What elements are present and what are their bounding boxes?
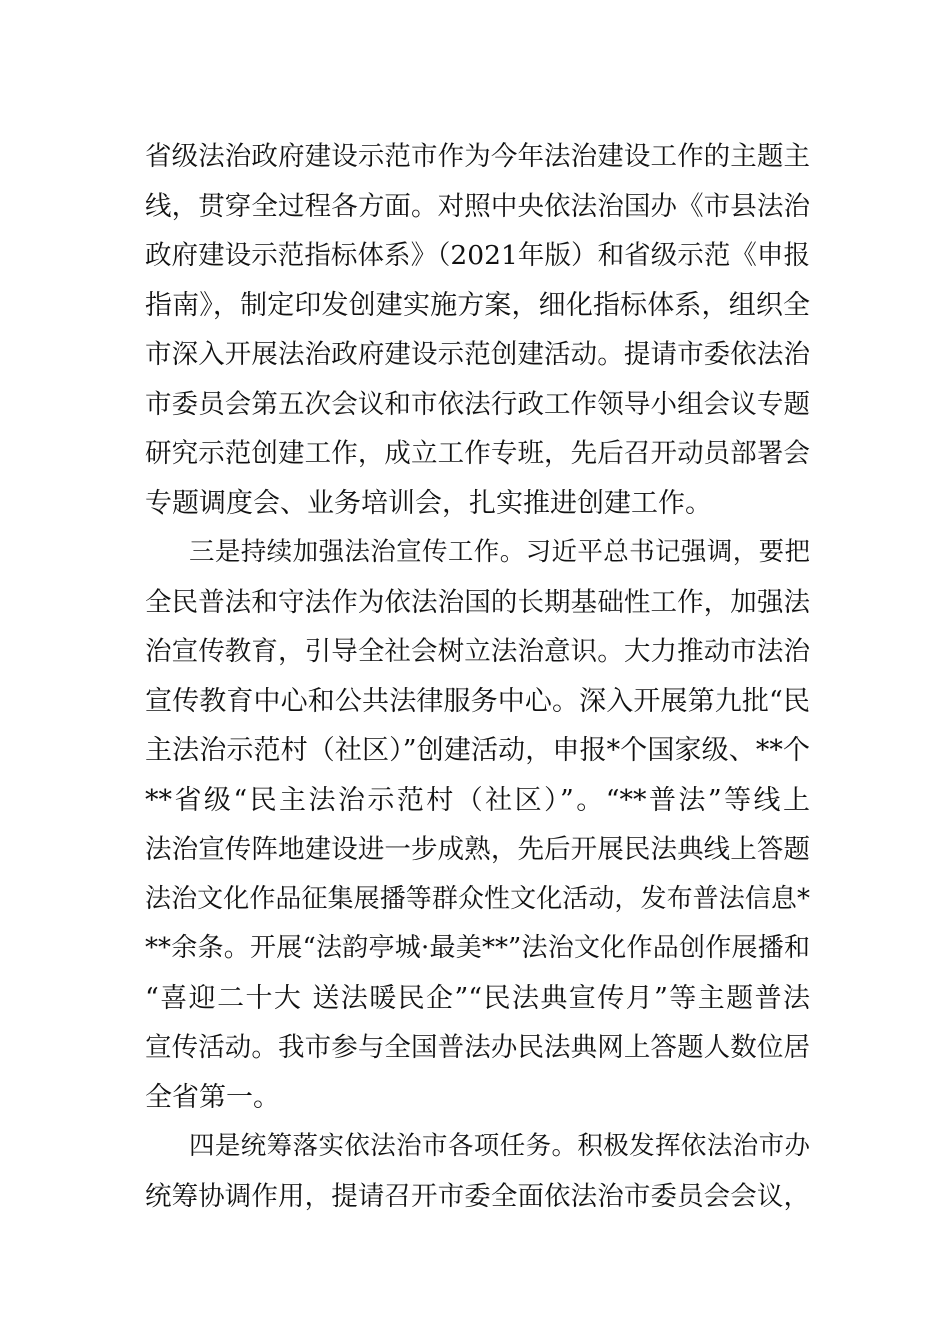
text-line: 宣传教育中心和公共法律服务中心。深入开展第九批“民 [145, 685, 810, 717]
text-line: 主法治示范村（社区）”创建活动，申报*个国家级、**个 [145, 735, 810, 766]
text-line: 全省第一。 [145, 1081, 280, 1113]
text-line: 法治文化作品征集展播等群众性文化活动，发布普法信息* [145, 883, 810, 914]
text-line: 全民普法和守法作为依法治国的长期基础性工作，加强法 [145, 586, 810, 618]
text-line: **省级“民主法治示范村（社区）”。“**普法”等线上 [145, 784, 810, 816]
paragraph-start-line: 四是统筹落实依法治市各项任务。积极发挥依法治市办 [189, 1131, 810, 1161]
text-line: 指南》，制定印发创建实施方案，细化指标体系，组织全 [145, 289, 810, 321]
text-line: 市深入开展法治政府建设示范创建活动。提请市委依法治 [145, 339, 810, 370]
text-line: 研究示范创建工作，成立工作专班，先后召开动员部署会 [145, 438, 810, 469]
text-line: 治宣传教育，引导全社会树立法治意识。大力推动市法治 [145, 636, 810, 667]
text-line: 专题调度会、业务培训会，扎实推进创建工作。 [145, 487, 712, 519]
text-line: 法治宣传阵地建设进一步成熟，先后开展民法典线上答题 [145, 834, 810, 865]
text-line: 统筹协调作用，提请召开市委全面依法治市委员会会议， [145, 1180, 810, 1212]
text-line: 政府建设示范指标体系》（2021年版）和省级示范《申报 [145, 240, 810, 271]
text-line: 市委员会第五次会议和市依法行政工作领导小组会议专题 [145, 388, 810, 420]
text-line: “喜迎二十大 送法暖民企”“民法典宣传月”等主题普法 [145, 982, 810, 1014]
body-text [145, 132, 810, 1221]
paragraph-start-line: 三是持续加强法治宣传工作。习近平总书记强调，要把 [189, 537, 810, 567]
text-line: 省级法治政府建设示范市作为今年法治建设工作的主题主 [145, 141, 810, 172]
text-line: 宣传活动。我市参与全国普法办民法典网上答题人数位居 [145, 1032, 810, 1063]
text-line: **余条。开展“法韵亭城·最美**”法治文化作品创作展播和 [145, 933, 810, 963]
text-line: 线，贯穿全过程各方面。对照中央依法治国办《市县法治 [145, 190, 810, 222]
